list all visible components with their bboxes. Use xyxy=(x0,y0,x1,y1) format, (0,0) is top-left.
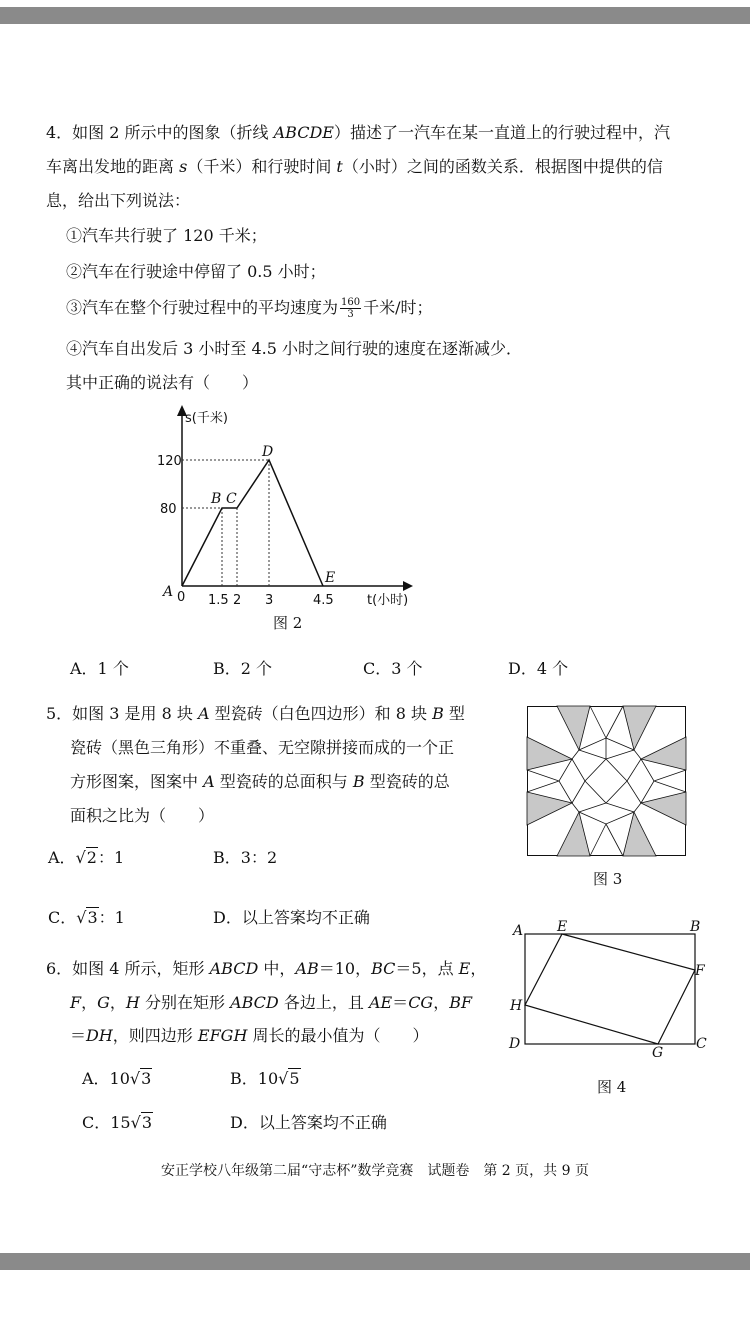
q4-line-1: 4．如图 2 所示中的图象（折线 ABCDE）描述了一汽车在某一直道上的行驶过程中，汽 xyxy=(46,123,670,142)
quadrilateral-EFGH xyxy=(525,934,695,1044)
q5-option-c: C．√3：1 xyxy=(48,908,125,927)
x-axis-arrow xyxy=(403,581,413,591)
q4-figure-caption: 图 2 xyxy=(273,614,303,632)
x-tick-0: 0 xyxy=(177,590,186,605)
q5-figure-caption: 图 3 xyxy=(593,870,623,888)
q5-option-a: A．√2：1 xyxy=(48,848,125,867)
rectangle-ABCD xyxy=(525,934,695,1044)
q5-line-3: 方形图案，图案中 A 型瓷砖的总面积与 B 型瓷砖的总 xyxy=(70,772,450,791)
point-B: B xyxy=(211,491,222,507)
q4-line-2: 车离出发地的距离 s（千米）和行驶时间 t（小时）之间的函数关系．根据图中提供的信 xyxy=(46,157,663,176)
sqrt-3: √3 xyxy=(76,908,98,927)
q6-line-2: F，G，H 分别在矩形 ABCD 各边上，且 AE＝CG，BF xyxy=(70,993,473,1012)
y-axis-label: s(千米) xyxy=(185,411,228,426)
q4-prompt: 其中正确的说法有（ ） xyxy=(66,373,259,392)
q5-line-2: 瓷砖（黑色三角形）不重叠、无空隙拼接而成的一个正 xyxy=(70,738,455,757)
q4-distance-time-graph xyxy=(155,400,425,615)
point-F: F xyxy=(695,963,705,979)
q5-option-b: B．3：2 xyxy=(213,848,278,867)
polyline-ABCDE xyxy=(182,460,323,586)
q5-option-d: D．以上答案均不正确 xyxy=(213,908,370,927)
point-A: A xyxy=(513,923,524,939)
point-D: D xyxy=(262,444,274,460)
point-D: D xyxy=(509,1036,521,1052)
x-tick-3: 3 xyxy=(265,593,274,608)
q5-line-1: 5．如图 3 是用 8 块 A 型瓷砖（白色四边形）和 8 块 B 型 xyxy=(46,704,465,723)
q6-option-c: C．15√3 xyxy=(82,1113,152,1132)
x-tick-2: 2 xyxy=(233,593,242,608)
q6-option-d: D．以上答案均不正确 xyxy=(230,1113,387,1132)
q6-option-b: B．10√5 xyxy=(230,1069,300,1088)
sqrt-3: √3 xyxy=(130,1113,152,1132)
page-footer: 安正学校八年级第二届“守志杯”数学竞赛 试题卷 第 2 页，共 9 页 xyxy=(161,1163,589,1179)
y-tick-80: 80 xyxy=(160,502,177,517)
bottom-bar xyxy=(0,1253,750,1270)
point-B: B xyxy=(690,919,701,935)
point-G: G xyxy=(652,1045,664,1061)
q4-statement-2: ②汽车在行驶途中停留了 0.5 小时； xyxy=(66,262,326,281)
top-bar xyxy=(0,7,750,24)
q6-figure-caption: 图 4 xyxy=(597,1078,627,1096)
q5-tile-pattern xyxy=(527,706,686,856)
q4-option-d: D．4 个 xyxy=(508,659,569,678)
q4-option-a: A．1 个 xyxy=(70,659,129,678)
sqrt-2: √2 xyxy=(75,848,97,867)
q4-statement-3: ③汽车在整个行驶过程中的平均速度为 $\frac{160}{3}$ 千米/时； xyxy=(66,297,433,320)
x-tick-4-5: 4.5 xyxy=(313,593,334,608)
point-E: E xyxy=(325,570,336,586)
point-E: E xyxy=(557,919,568,935)
q4-option-c: C．3 个 xyxy=(363,659,423,678)
q4-statement-4: ④汽车自出发后 3 小时至 4.5 小时之间行驶的速度在逐渐减少． xyxy=(66,339,522,358)
q6-rectangle-figure xyxy=(505,915,715,1065)
x-tick-1-5: 1.5 xyxy=(208,593,229,608)
x-axis-label: t(小时) xyxy=(367,593,409,608)
y-tick-120: 120 xyxy=(157,454,182,469)
q6-line-3: ＝DH，则四边形 EFGH 周长的最小值为（ ） xyxy=(70,1026,429,1045)
q6-option-a: A．10√3 xyxy=(82,1069,152,1088)
q5-line-4: 面积之比为（ ） xyxy=(70,806,215,825)
sqrt-5: √5 xyxy=(278,1069,300,1088)
point-H: H xyxy=(510,998,523,1014)
sqrt-3: √3 xyxy=(129,1069,152,1088)
q4-line-3: 息，给出下列说法： xyxy=(46,191,191,210)
q6-line-1: 6．如图 4 所示，矩形 ABCD 中，AB＝10，BC＝5，点 E， xyxy=(46,959,487,978)
q4-statement-1: ①汽车共行驶了 120 千米； xyxy=(66,226,267,245)
point-A: A xyxy=(163,584,174,600)
point-C: C xyxy=(696,1036,707,1052)
q4-option-b: B．2 个 xyxy=(213,659,273,678)
point-C: C xyxy=(226,491,237,507)
fraction-160-3: $\frac{160}{3}$ xyxy=(341,297,361,320)
